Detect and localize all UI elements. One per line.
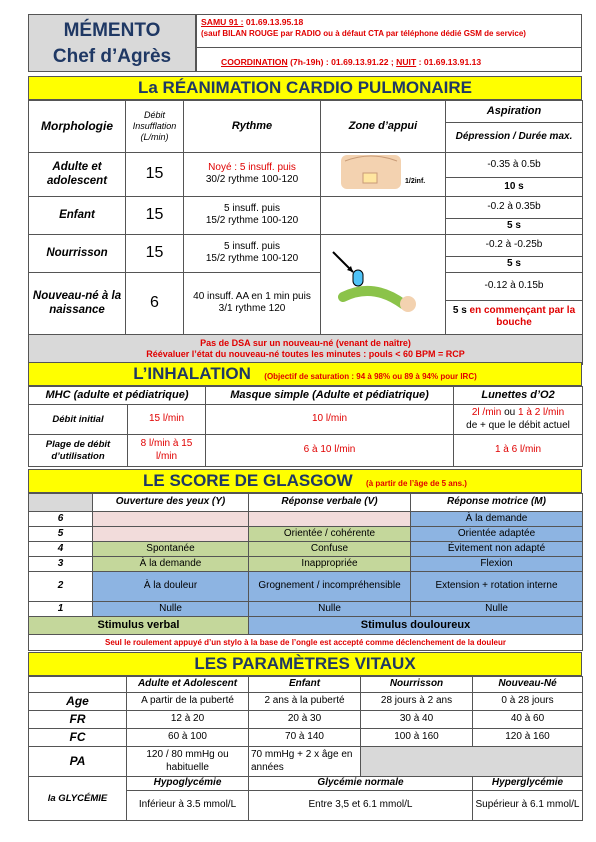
glasgow-score-2: 2 xyxy=(29,572,93,602)
vitals-fr-adulte: 12 à 20 xyxy=(127,711,249,729)
vitals-title-bar xyxy=(28,652,582,676)
samu-number: 01.69.13.95.18 xyxy=(245,17,304,27)
pressure-nourrisson: -0.2 à -0.25b xyxy=(446,234,583,256)
glasgow-title: LE SCORE DE GLASGOW xyxy=(143,471,353,490)
glasgow-3-v: Inappropriée xyxy=(249,557,411,572)
vitals-title: LES PARAMÈTRES VITAUX xyxy=(194,654,416,673)
glasgow-2-y: À la douleur xyxy=(93,572,249,602)
zone-nourrisson xyxy=(321,234,446,334)
glasgow-title-bar xyxy=(28,469,582,493)
night-label: NUIT xyxy=(396,57,417,67)
row-label-adulte: Adulte et adolescent xyxy=(29,153,126,197)
coordination-number: : 01.69.13.91.22 ; xyxy=(325,57,394,67)
header-debit: Débit Insufflation (L/min) xyxy=(126,101,184,153)
glasgow-score-4: 4 xyxy=(29,542,93,557)
rcp-note-reevaluer: Réévaluer l’état du nouveau-né toutes les minutes : pouls < 60 BPM = RCP xyxy=(146,349,465,359)
row-label-nouveau-ne: Nouveau-né à la naissance xyxy=(29,272,126,334)
vitals-header-adulte: Adulte et Adolescent xyxy=(127,677,249,693)
rythme-enfant-line2: 15/2 rythme 100-120 xyxy=(205,215,299,226)
vitals-age-adulte: A partir de la puberté xyxy=(127,693,249,711)
header-morphologie: Morphologie xyxy=(29,101,126,153)
vitals-age-label: Age xyxy=(29,693,127,711)
memento-title-box xyxy=(28,14,196,72)
chest-adult-icon xyxy=(323,153,443,191)
glasgow-4-y: Spontanée xyxy=(93,542,249,557)
inhalation-table xyxy=(28,386,583,467)
vitals-fr-nouveau-ne: 40 à 60 xyxy=(473,711,583,729)
inhalation-title-bar xyxy=(28,362,582,386)
zone-fraction: 1/2inf. xyxy=(405,178,426,185)
vitals-fr-nourrisson: 30 à 40 xyxy=(361,711,473,729)
coordination-hours: (7h-19h) xyxy=(290,57,324,67)
row-rythme-nouveau-ne xyxy=(184,272,321,334)
coordination-line xyxy=(197,48,581,68)
row-rythme-adulte xyxy=(184,153,321,197)
glasgow-5-m: Orientée adaptée xyxy=(411,527,583,542)
inhal-lunettes-b: 1 à 2 l/min xyxy=(518,407,565,418)
vitals-fc-label: FC xyxy=(29,729,127,747)
glasgow-score-1: 1 xyxy=(29,602,93,617)
duration-adulte: 10 s xyxy=(446,178,583,196)
rcp-note-dsa: Pas de DSA sur un nouveau-né (venant de naître) xyxy=(200,337,411,348)
vitals-header-nourrisson: Nourrisson xyxy=(361,677,473,693)
row-label-enfant: Enfant xyxy=(29,196,126,234)
duration-enfant: 5 s xyxy=(446,218,583,234)
row-debit-nouveau-ne: 6 xyxy=(126,272,184,334)
duration-nouveau-ne xyxy=(446,300,583,334)
night-number: : 01.69.13.91.13 xyxy=(418,57,482,67)
pressure-adulte: -0.35 à 0.5b xyxy=(446,153,583,178)
rythme-nourrisson-line2: 15/2 rythme 100-120 xyxy=(205,253,299,264)
memento-title: MÉMENTO xyxy=(63,20,161,41)
glasgow-note: (à partir de l’âge de 5 ans.) xyxy=(366,479,467,488)
rythme-enfant-line1: 5 insuff. puis xyxy=(224,202,280,214)
samu-note: (sauf BILAN ROUGE par RADIO ou à défaut CTA par téléphone dédié GSM de service) xyxy=(201,29,526,38)
inhalation-objective: (Objectif de saturation : 94 à 98% ou 89 à 94% pour IRC) xyxy=(264,372,477,381)
vitals-age-nourrisson: 28 jours à 2 ans xyxy=(361,693,473,711)
glasgow-header-v: Réponse verbale (V) xyxy=(249,494,411,512)
inhal-row2-mhc: 8 l/min à 15 l/min xyxy=(128,435,206,467)
inhal-row1-masque: 10 l/min xyxy=(206,405,454,435)
chef-agres-title: Chef d’Agrès xyxy=(52,46,172,67)
header-aspiration: Aspiration xyxy=(446,101,583,123)
header-zone: Zone d’appui xyxy=(321,101,446,153)
vitals-fc-enfant: 70 à 140 xyxy=(249,729,361,747)
rcp-title: La RÉANIMATION CARDIO PULMONAIRE xyxy=(137,78,472,97)
samu-label: SAMU 91 : xyxy=(201,17,244,27)
pressure-enfant: -0.2 à 0.35b xyxy=(446,196,583,218)
vitals-table xyxy=(28,676,583,821)
inhal-row1-lunettes xyxy=(454,405,583,435)
vitals-corner xyxy=(29,677,127,693)
glasgow-score-3: 3 xyxy=(29,557,93,572)
glasgow-1-v: Nulle xyxy=(249,602,411,617)
pressure-nouveau-ne: -0.12 à 0.15b xyxy=(446,272,583,300)
vitals-age-nouveau-ne: 0 à 28 jours xyxy=(473,693,583,711)
glasgow-1-y: Nulle xyxy=(93,602,249,617)
header-rythme: Rythme xyxy=(184,101,321,153)
duration-nouveau-ne-note: en commençant par la bouche xyxy=(469,304,576,328)
rythme-nouveau-ne-line2: 3/1 rythme 120 xyxy=(218,303,286,314)
inhal-header-mhc: MHC (adulte et pédiatrique) xyxy=(29,387,206,405)
inhal-row1-label: Débit initial xyxy=(29,405,128,435)
rcp-title-bar xyxy=(28,76,582,100)
rythme-nourrisson-line1: 5 insuff. puis xyxy=(224,240,280,252)
glasgow-corner xyxy=(29,494,93,512)
glycemie-hyper: Supérieur à 6.1 mmol/L xyxy=(473,791,583,821)
infant-chest-icon xyxy=(323,242,443,322)
samu-block xyxy=(197,15,581,48)
inhal-lunettes-ou: ou xyxy=(504,407,516,418)
glasgow-6-v xyxy=(249,512,411,527)
vitals-age-enfant: 2 ans à la puberté xyxy=(249,693,361,711)
inhal-header-lunettes: Lunettes d’O2 xyxy=(454,387,583,405)
rcp-notes xyxy=(29,334,583,364)
vitals-fr-label: FR xyxy=(29,711,127,729)
rythme-noye: Noyé : 5 insuff. puis xyxy=(208,161,296,173)
glasgow-3-y: À la demande xyxy=(93,557,249,572)
glasgow-header-m: Réponse motrice (M) xyxy=(411,494,583,512)
vitals-fc-adulte: 60 à 100 xyxy=(127,729,249,747)
vitals-pa-adulte: 120 / 80 mmHg ou habituelle xyxy=(127,747,249,777)
row-debit-enfant: 15 xyxy=(126,196,184,234)
vitals-header-enfant: Enfant xyxy=(249,677,361,693)
inhal-row2-label: Plage de débit d’utilisation xyxy=(29,435,128,467)
rythme-nouveau-ne-line1: 40 insuff. AA en 1 min puis xyxy=(193,290,311,302)
glasgow-score-6: 6 xyxy=(29,512,93,527)
glasgow-2-v: Grognement / incompréhensible xyxy=(249,572,411,602)
glycemie-normale: Entre 3,5 et 6.1 mmol/L xyxy=(249,791,473,821)
glasgow-table xyxy=(28,493,583,651)
duration-nourrisson: 5 s xyxy=(446,256,583,272)
rythme-adulte-text: 30/2 rythme 100-120 xyxy=(205,174,299,186)
glasgow-3-m: Flexion xyxy=(411,557,583,572)
glasgow-score-5: 5 xyxy=(29,527,93,542)
stimulus-verbal: Stimulus verbal xyxy=(29,617,249,635)
glasgow-2-m: Extension + rotation interne xyxy=(411,572,583,602)
vitals-fc-nourrisson: 100 à 160 xyxy=(361,729,473,747)
row-label-nourrisson: Nourrisson xyxy=(29,234,126,272)
header-aspiration-sub: Dépression / Durée max. xyxy=(446,123,583,153)
glycemie-hypo: Inférieur à 3.5 mmol/L xyxy=(127,791,249,821)
zone-adulte xyxy=(321,153,446,197)
vitals-pa-empty xyxy=(361,747,583,777)
glasgow-4-m: Évitement non adapté xyxy=(411,542,583,557)
glasgow-footnote: Seul le roulement appuyé d’un stylo à la base de l’ongle est accepté comme déclenchement de la douleur xyxy=(29,635,583,651)
vitals-pa-enfant: 70 mmHg + 2 x âge en années xyxy=(249,747,361,777)
inhal-header-masque: Masque simple (Adulte et pédiatrique) xyxy=(206,387,454,405)
glycemie-header-hypo: Hypoglycémie xyxy=(127,777,249,791)
inhal-row1-mhc: 15 l/min xyxy=(128,405,206,435)
vitals-fc-nouveau-ne: 120 à 160 xyxy=(473,729,583,747)
vitals-fr-enfant: 20 à 30 xyxy=(249,711,361,729)
inhal-lunettes-a: 2l /min xyxy=(471,407,502,418)
glasgow-5-y xyxy=(93,527,249,542)
vitals-pa-label: PA xyxy=(29,747,127,777)
glycemie-label: la GLYCÉMIE xyxy=(29,777,127,821)
rcp-table xyxy=(28,100,583,365)
glycemie-header-hyper: Hyperglycémie xyxy=(473,777,583,791)
glasgow-header-y: Ouverture des yeux (Y) xyxy=(93,494,249,512)
glasgow-1-m: Nulle xyxy=(411,602,583,617)
glasgow-4-v: Confuse xyxy=(249,542,411,557)
inhal-row2-lunettes: 1 à 6 l/min xyxy=(454,435,583,467)
glasgow-5-v: Orientée / cohérente xyxy=(249,527,411,542)
glycemie-header-normale: Glycémie normale xyxy=(249,777,473,791)
vitals-header-nouveau-ne: Nouveau-Né xyxy=(473,677,583,693)
inhal-row2-masque: 6 à 10 l/min xyxy=(206,435,454,467)
inhalation-title: L’INHALATION xyxy=(133,364,251,383)
inhal-lunettes-c: de + que le débit actuel xyxy=(466,419,570,431)
glasgow-6-y xyxy=(93,512,249,527)
glasgow-6-m: À la demande xyxy=(411,512,583,527)
zone-enfant xyxy=(321,196,446,234)
stimulus-douloureux: Stimulus douloureux xyxy=(249,617,583,635)
duration-nouveau-ne-value: 5 s xyxy=(452,304,467,316)
row-debit-adulte: 15 xyxy=(126,153,184,197)
row-debit-nourrisson: 15 xyxy=(126,234,184,272)
row-rythme-nourrisson xyxy=(184,234,321,272)
contact-box xyxy=(196,14,582,72)
coordination-label: COORDINATION xyxy=(221,57,288,67)
row-rythme-enfant xyxy=(184,196,321,234)
